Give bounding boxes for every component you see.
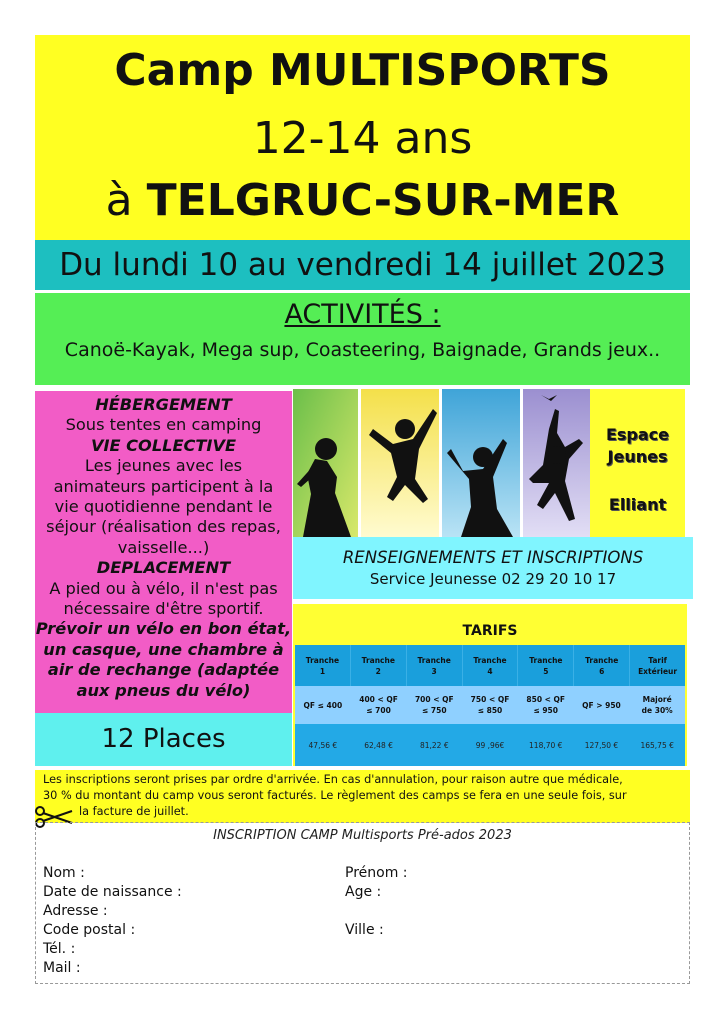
birthdate-field[interactable]: Date de naissance : — [43, 884, 182, 900]
places-count: 12 Places — [35, 713, 292, 766]
notice-line: Les inscriptions seront prises par ordre d'arrivée. En cas d'annulation, pour raison autre que médicale, — [43, 773, 623, 786]
title-line-1: Camp MULTISPORTS — [114, 45, 611, 96]
tarif-price-cell: 165,75 € — [640, 740, 674, 750]
tarifs-header-row — [295, 645, 685, 686]
address-field[interactable]: Adresse : — [43, 903, 108, 919]
heading-collective: VIE COLLECTIVE — [90, 435, 237, 455]
contact-title: RENSEIGNEMENTS ET INSCRIPTIONS — [342, 548, 644, 567]
bike-line: air de rechange (adaptée — [47, 660, 280, 680]
heading-lodging: HÉBERGEMENT — [95, 395, 232, 414]
tarif-condition-cell: QF > 950 — [582, 700, 621, 710]
tarifs-table — [295, 645, 685, 766]
tarifs-title: TARIFS — [462, 623, 518, 639]
tarif-price-cell: 99 ,96€ — [475, 740, 505, 750]
collective-line: animateurs participent à la — [53, 476, 274, 496]
tarif-header-cell: Tranche 2 — [351, 645, 407, 686]
logo-word: Elliant — [608, 495, 667, 514]
tarif-condition-cell: 850 < QF ≤ 950 — [526, 695, 566, 715]
activities-list: Canoë-Kayak, Mega sup, Coasteering, Baignade, Grands jeux.. — [64, 339, 661, 361]
tarif-header-cell: Tranche 4 — [463, 645, 519, 686]
notice-line: la facture de juillet. — [79, 805, 189, 818]
tarif-price-cell: 118,70 € — [529, 740, 563, 750]
bike-line: aux pneus du vélo) — [76, 680, 251, 700]
collective-line: séjour (réalisation des repas, — [46, 517, 281, 537]
tarif-condition-cell: 750 < QF ≤ 850 — [470, 695, 510, 715]
contact-service: Service Jeunesse 02 29 20 10 17 — [369, 570, 617, 588]
title-line-3 — [35, 175, 690, 226]
bike-line: un casque, une chambre à — [43, 639, 284, 659]
tarifs-price-row — [295, 724, 685, 766]
tarif-header-cell: Tranche 3 — [407, 645, 463, 686]
logo-word: Jeunes — [607, 447, 668, 466]
collective-line: vaisselle...) — [117, 537, 210, 557]
dates-banner: Du lundi 10 au vendredi 14 juillet 2023 — [35, 240, 690, 290]
tarif-header-cell: Tranche 5 — [518, 645, 574, 686]
heading-travel: DEPLACEMENT — [96, 558, 231, 578]
contact-box — [293, 537, 693, 599]
info-panel — [35, 391, 292, 713]
tarif-condition-cell: QF ≤ 400 — [303, 700, 343, 710]
espace-jeunes-logo — [590, 389, 685, 537]
city-field[interactable]: Ville : — [345, 922, 384, 938]
registration-form — [35, 822, 690, 984]
email-field[interactable]: Mail : — [43, 960, 81, 976]
tarif-condition-cell: 700 < QF ≤ 750 — [414, 695, 454, 715]
tarif-condition-cell: 400 < QF ≤ 700 — [359, 695, 398, 715]
cancellation-notice — [35, 770, 690, 823]
tarif-price-cell: 81,22 € — [419, 740, 449, 750]
postal-code-field[interactable]: Code postal : — [43, 922, 136, 938]
activities-section — [35, 293, 690, 385]
travel-line: A pied ou à vélo, il n'est pas — [49, 578, 278, 598]
travel-line: nécessaire d'être sportif. — [63, 599, 264, 619]
title-prefix: à — [105, 175, 147, 226]
title-place: TELGRUC-SUR-MER — [146, 175, 620, 226]
age-field[interactable]: Age : — [345, 884, 382, 900]
header-banner — [35, 35, 690, 240]
notice-line: 30 % du montant du camp vous seront facturés. Le règlement des camps se fera en une seule fois, sur — [43, 789, 627, 802]
jumping-teens-photo — [293, 389, 590, 537]
phone-field[interactable]: Tél. : — [43, 941, 76, 957]
tarif-price-cell: 62,48 € — [364, 740, 393, 750]
prenom-field[interactable]: Prénom : — [345, 865, 408, 881]
form-title: INSCRIPTION CAMP Multisports Pré-ados 2023 — [213, 828, 512, 843]
collective-line: vie quotidienne pendant le — [54, 497, 273, 517]
nom-field[interactable]: Nom : — [43, 865, 85, 881]
tarif-header-cell: Tarif Extérieur — [638, 655, 678, 676]
tarif-price-cell: 127,50 € — [584, 740, 619, 750]
tarif-condition-cell: Majoré de 30% — [641, 695, 673, 715]
tarifs-section — [293, 604, 687, 766]
tarif-price-cell: 47,56 € — [308, 740, 338, 750]
logo-word: Espace — [605, 425, 670, 444]
tarif-header-cell: Tranche 1 — [295, 645, 351, 686]
bike-line: Prévoir un vélo en bon état, — [35, 619, 292, 639]
title-line-2: 12-14 ans — [252, 113, 473, 164]
collective-line: Les jeunes avec les — [84, 456, 243, 476]
activities-title: ACTIVITÉS : — [284, 299, 441, 330]
tarifs-condition-row — [295, 686, 685, 724]
lodging-text: Sous tentes en camping — [65, 415, 262, 435]
tarif-header-cell: Tranche 6 — [574, 645, 630, 686]
